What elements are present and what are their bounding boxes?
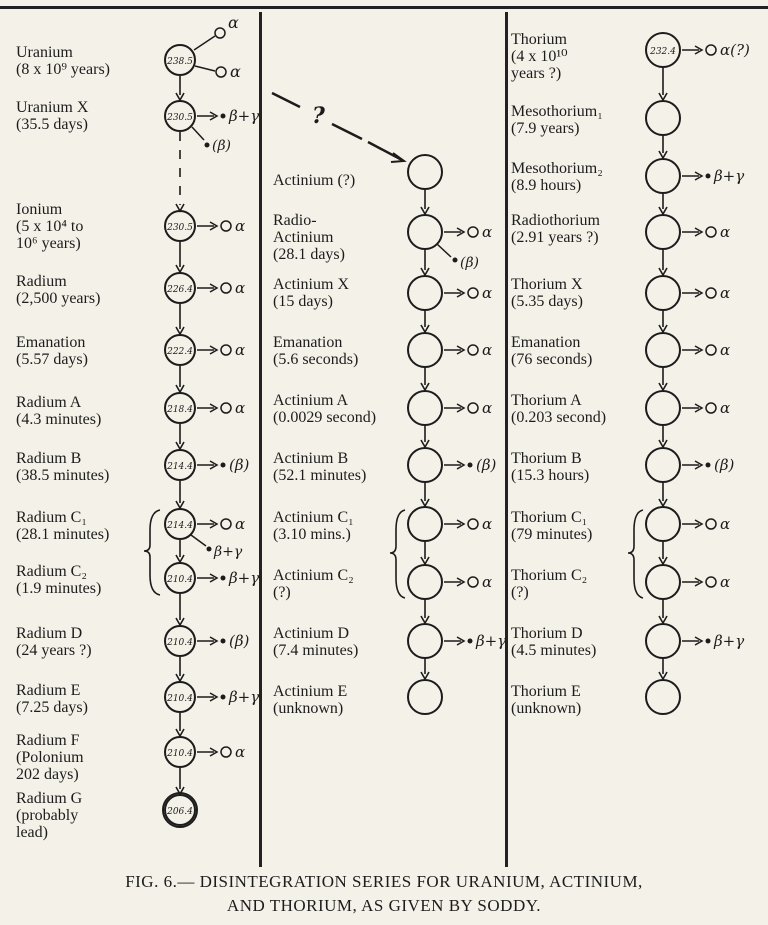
ionium-emission-label: α	[235, 217, 246, 235]
radio-actinium-branch-arrow	[437, 244, 451, 257]
mesothorium1-label: Mesothorium₁ (7.9 years)	[511, 103, 603, 137]
thorium-d-emission-beta-particle	[706, 639, 711, 644]
uranium-series-node-7-mass: 214.4	[167, 521, 193, 531]
thorium-label: Thorium (4 x 10¹⁰ years ?)	[511, 31, 568, 82]
actinium-series-node-5	[408, 448, 442, 482]
thorium-emission-label: α(?)	[720, 41, 750, 59]
mesothorium2-emission-beta-particle	[706, 174, 711, 179]
actinium-c2-emission-label: α	[482, 573, 493, 591]
radium-a-emission-label: α	[235, 399, 246, 417]
radium-b-emission-beta-particle	[221, 463, 226, 468]
mesothorium2-label: Mesothorium₂ (8.9 hours)	[511, 160, 603, 194]
radium-c1-emission-alpha-particle	[221, 519, 231, 529]
actinium-b-label: Actinium B (52.1 minutes)	[273, 450, 367, 484]
actinium-b-emission-beta-particle	[468, 463, 473, 468]
uranium-series-node-8-mass: 210.4	[167, 575, 193, 585]
radium-f-emission-label: α	[235, 743, 246, 761]
uranium-alpha2-arrow	[195, 66, 215, 71]
radio-actinium-branch-label: (β)	[460, 255, 480, 271]
uranium-actinium-question-mark: ?	[312, 103, 325, 129]
uranium-alpha1-label: α	[228, 13, 239, 32]
thorium-series-node-9	[646, 565, 680, 599]
uranium-x-to-ionium-dashed-link-head	[176, 204, 184, 211]
actinium-label: Actinium (?)	[273, 172, 356, 189]
thorium-c2-emission-label: α	[720, 573, 731, 591]
radiothorium-emission-label: α	[720, 223, 731, 241]
thorium-emanation-emission-alpha-particle	[706, 345, 716, 355]
thorium-c1-label: Thorium C₁ (79 minutes)	[511, 509, 593, 543]
thorium-c2-label: Thorium C₂ (?)	[511, 567, 588, 601]
thorium-series-node-2	[646, 159, 680, 193]
actinium-a-emission-label: α	[482, 399, 493, 417]
actinium-a-label: Actinium A (0.0029 second)	[273, 392, 377, 426]
actinium-d-emission-label: β+γ	[476, 632, 507, 650]
radium-emission-alpha-particle	[221, 283, 231, 293]
radium-e-emission-beta-particle	[221, 695, 226, 700]
thorium-b-emission-beta-particle	[706, 463, 711, 468]
actinium-series-node-4	[408, 391, 442, 425]
thorium-series-node-7	[646, 448, 680, 482]
radium-c2-label: Radium C₂ (1.9 minutes)	[16, 563, 102, 597]
radio-actinium-emission-alpha-particle	[468, 227, 478, 237]
thorium-d-emission-label: β+γ	[714, 632, 745, 650]
uranium-actinium-link-1	[272, 93, 300, 107]
actinium-a-emission-alpha-particle	[468, 403, 478, 413]
uranium-series-node-4-mass: 222.4	[167, 347, 193, 357]
thorium-a-emission-alpha-particle	[706, 403, 716, 413]
thorium-x-emission-label: α	[720, 284, 731, 302]
thorium-b-emission-label: (β)	[714, 456, 735, 474]
thorium-series-node-1	[646, 101, 680, 135]
thorium-b-label: Thorium B (15.3 hours)	[511, 450, 590, 484]
thorium-series-node-6	[646, 391, 680, 425]
actinium-series-node-3	[408, 333, 442, 367]
uranium-series-node-1-mass: 230.5	[167, 113, 193, 123]
radium-c1-branch-particle	[207, 547, 212, 552]
actinium-series-node-7	[408, 565, 442, 599]
radiothorium-label: Radiothorium (2.91 years ?)	[511, 212, 600, 246]
thorium-series-node-11	[646, 680, 680, 714]
radium-b-label: Radium B (38.5 minutes)	[16, 450, 110, 484]
radium-c1-branch-label: β+γ	[214, 544, 243, 560]
actinium-c1-emission-alpha-particle	[468, 519, 478, 529]
actinium-series-node-6	[408, 507, 442, 541]
ionium-emission-alpha-particle	[221, 221, 231, 231]
thorium-emanation-emission-label: α	[720, 341, 731, 359]
radium-b-emission-label: (β)	[229, 456, 250, 474]
thorium-e-label: Thorium E (unknown)	[511, 683, 582, 717]
radium-c2-emission-label: β+γ	[229, 569, 260, 587]
ionium-label: Ionium (5 x 10⁴ to 10⁶ years)	[16, 201, 84, 252]
thorium-a-emission-label: α	[720, 399, 731, 417]
radio-actinium-branch-particle	[453, 258, 458, 263]
thorium-emanation-label: Emanation (76 seconds)	[511, 334, 593, 368]
actinium-x-emission-alpha-particle	[468, 288, 478, 298]
uranium-series-node-5-mass: 218.4	[167, 405, 193, 415]
radium-emanation-label: Emanation (5.57 days)	[16, 334, 88, 368]
uranium-x-branch-arrow	[192, 127, 204, 140]
actinium-emanation-emission-alpha-particle	[468, 345, 478, 355]
uranium-actinium-link-2	[332, 124, 362, 139]
actinium-emanation-label: Emanation (5.6 seconds)	[273, 334, 359, 368]
thorium-x-emission-alpha-particle	[706, 288, 716, 298]
radium-d-emission-beta-particle	[221, 639, 226, 644]
thorium-series-node-4	[646, 276, 680, 310]
radium-a-emission-alpha-particle	[221, 403, 231, 413]
thorium-series-node-5	[646, 333, 680, 367]
actinium-e-label: Actinium E (unknown)	[273, 683, 348, 717]
uranium-series-node-3-mass: 226.4	[167, 285, 193, 295]
actinium-series-node-1	[408, 215, 442, 249]
uranium-series-node-2-mass: 230.5	[167, 223, 193, 233]
actinium-d-label: Actinium D (7.4 minutes)	[273, 625, 359, 659]
thorium-emission-alpha-particle	[706, 45, 716, 55]
radium-c1-branch-arrow	[191, 535, 206, 546]
actinium-series-node-8	[408, 624, 442, 658]
radio-actinium-label: Radio- Actinium (28.1 days)	[273, 212, 345, 263]
actinium-c1-emission-label: α	[482, 515, 493, 533]
radiothorium-emission-alpha-particle	[706, 227, 716, 237]
uranium-alpha2-label: α	[230, 62, 241, 81]
uranium-alpha1-particle	[215, 28, 225, 38]
thorium-c1-emission-label: α	[720, 515, 731, 533]
uranium-series-node-10-mass: 210.4	[167, 694, 193, 704]
thorium-d-label: Thorium D (4.5 minutes)	[511, 625, 597, 659]
uranium-series-node-12-mass: 206.4	[167, 807, 193, 817]
radium-d-emission-label: (β)	[229, 632, 250, 650]
thorium-series-node-0-mass: 232.4	[650, 47, 676, 57]
thorium-series-node-3	[646, 215, 680, 249]
actinium-c-brace	[390, 510, 405, 598]
radium-c-brace	[144, 510, 160, 595]
actinium-emanation-emission-label: α	[482, 341, 493, 359]
uranium-series-node-9-mass: 210.4	[167, 638, 193, 648]
radium-c2-emission-beta-particle	[221, 576, 226, 581]
mesothorium2-emission-label: β+γ	[714, 167, 745, 185]
uranium-alpha2-particle	[216, 67, 226, 77]
radio-actinium-emission-label: α	[482, 223, 493, 241]
actinium-b-emission-label: (β)	[476, 456, 497, 474]
uranium-x-emission-beta-particle	[221, 114, 226, 119]
thorium-c-brace	[628, 510, 643, 598]
actinium-x-emission-label: α	[482, 284, 493, 302]
actinium-series-node-0	[408, 155, 442, 189]
thorium-a-label: Thorium A (0.203 second)	[511, 392, 607, 426]
radium-d-label: Radium D (24 years ?)	[16, 625, 92, 659]
figure-caption-line2: AND THORIUM, AS GIVEN BY SODDY.	[226, 896, 542, 915]
uranium-actinium-link-3	[368, 142, 402, 160]
thorium-series-node-10	[646, 624, 680, 658]
uranium-series-node-11-mass: 210.4	[167, 749, 193, 759]
radium-f-label: Radium F (Polonium 202 days)	[16, 732, 84, 783]
radium-e-label: Radium E (7.25 days)	[16, 682, 88, 716]
uranium-x-branch-particle	[205, 143, 210, 148]
figure-caption-line1: FIG. 6.— DISINTEGRATION SERIES FOR URANIUM, ACTINIUM,	[125, 872, 643, 891]
uranium-series-node-6-mass: 214.4	[167, 462, 193, 472]
actinium-c1-label: Actinium C₁ (3.10 mins.)	[273, 509, 354, 543]
radium-c1-label: Radium C₁ (28.1 minutes)	[16, 509, 110, 543]
thorium-c2-emission-alpha-particle	[706, 577, 716, 587]
thorium-c1-emission-alpha-particle	[706, 519, 716, 529]
radium-a-label: Radium A (4.3 minutes)	[16, 394, 102, 428]
uranium-x-label: Uranium X (35.5 days)	[16, 99, 89, 133]
radium-label: Radium (2,500 years)	[16, 273, 101, 307]
uranium-x-branch-label: (β)	[212, 138, 232, 154]
radium-emission-label: α	[235, 279, 246, 297]
actinium-series-node-2	[408, 276, 442, 310]
thorium-x-label: Thorium X (5.35 days)	[511, 276, 583, 310]
uranium-alpha1-arrow	[194, 36, 215, 50]
uranium-series-node-0-mass: 238.5	[167, 57, 193, 67]
uranium-x-emission-label: β+γ	[229, 107, 260, 125]
actinium-c2-emission-alpha-particle	[468, 577, 478, 587]
actinium-x-label: Actinium X (15 days)	[273, 276, 349, 310]
actinium-c2-label: Actinium C₂ (?)	[273, 567, 354, 601]
actinium-series-node-9	[408, 680, 442, 714]
radium-emanation-emission-label: α	[235, 341, 246, 359]
radium-e-emission-label: β+γ	[229, 688, 260, 706]
actinium-d-emission-beta-particle	[468, 639, 473, 644]
thorium-series-node-8	[646, 507, 680, 541]
radium-emanation-emission-alpha-particle	[221, 345, 231, 355]
radium-f-emission-alpha-particle	[221, 747, 231, 757]
radium-c1-emission-label: α	[235, 515, 246, 533]
uranium-label: Uranium (8 x 10⁹ years)	[16, 44, 110, 78]
radium-g-label: Radium G (probably lead)	[16, 790, 83, 841]
